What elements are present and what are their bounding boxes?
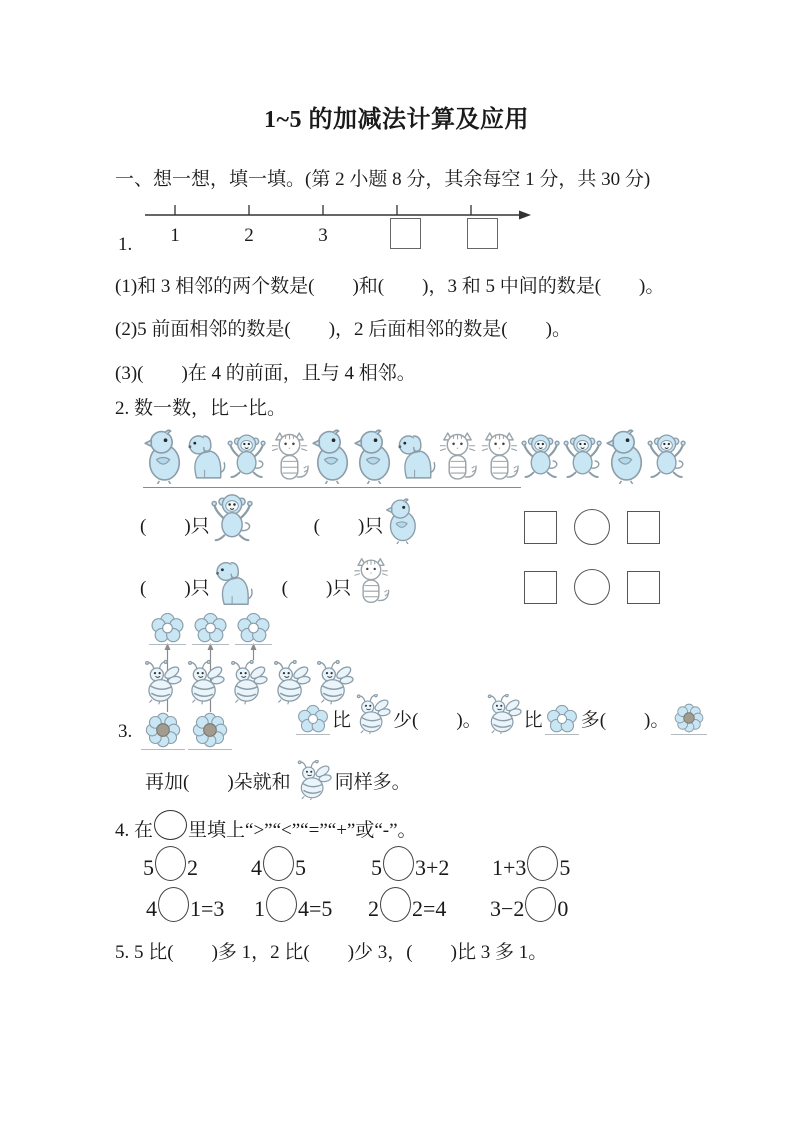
- bee-icon: [141, 659, 182, 705]
- fill-circle: [527, 846, 558, 881]
- sunflower-stand: [188, 712, 232, 750]
- sunflower-icon: [188, 712, 232, 748]
- tick-label-2: 2: [244, 225, 254, 246]
- numberline-answer-box-2: [467, 218, 498, 249]
- bee-icon: [294, 760, 332, 800]
- diagram-sunflowers-row: [141, 712, 232, 750]
- flower-icon: [545, 705, 579, 733]
- monkey-icon: [210, 492, 256, 544]
- q1-line-1: (1)和 3 相邻的两个数是( )和( )，3 和 5 中间的数是( )。: [115, 276, 665, 297]
- q4-heading-pre: 4. 在: [115, 820, 154, 841]
- q3-text-s2: 少( )。: [393, 710, 482, 731]
- equation-3: 5 3+2: [371, 846, 449, 881]
- q3-line2-post: 同样多。: [334, 771, 411, 793]
- bee-icon: [184, 659, 225, 705]
- bee-icon: [353, 694, 391, 734]
- dog-icon: [210, 560, 256, 606]
- flower-stand: [192, 613, 229, 645]
- equation-4: 1+3 5: [492, 846, 570, 881]
- cat-icon: [479, 429, 520, 484]
- equation-8: 3−2 0: [490, 887, 568, 922]
- compare-circle: [574, 509, 610, 545]
- answer-square: [627, 511, 660, 544]
- fill-circle: [263, 846, 294, 881]
- q3-sentence-1: [296, 694, 707, 735]
- q4-heading-post: 里填上“>”“<”“=”“+”或“-”。: [188, 820, 417, 841]
- tick-label-3: 3: [318, 225, 328, 246]
- count-blank: ( )只: [313, 516, 384, 537]
- section1-heading: 一、想一想，填一填。(第 2 小题 8 分，其余每空 1 分，共 30 分): [115, 169, 651, 190]
- page-title: 1~5 的加减法计算及应用: [264, 107, 529, 133]
- bee-inline: [484, 694, 522, 735]
- cat-icon: [437, 429, 478, 484]
- flower-stand: [545, 705, 579, 735]
- sunflower-stand: [671, 703, 707, 735]
- count-row1-animal2: [383, 498, 421, 544]
- flower-icon: [235, 613, 272, 643]
- q5-text: 5. 5 比( )多 1，2 比( )少 3，( )比 3 多 1。: [115, 942, 548, 963]
- q3-text-s4: 多( )。: [580, 710, 670, 731]
- q3-number: 3.: [118, 721, 133, 742]
- flower-stand: [235, 613, 272, 645]
- monkey-icon: [227, 429, 268, 484]
- fill-circle: [154, 810, 187, 840]
- cat-icon: [351, 556, 391, 606]
- equation-6: 1 4=5: [254, 887, 332, 922]
- equation-7: 2 2=4: [368, 887, 446, 922]
- compare-shapes-row-1: [524, 509, 660, 545]
- dog-icon: [185, 429, 226, 484]
- compare-shapes-row-2: [524, 569, 660, 605]
- q3-text-s3: 比: [523, 710, 543, 731]
- fill-circle: [266, 887, 297, 922]
- flower-icon: [296, 705, 330, 733]
- q1-number: 1.: [118, 234, 133, 255]
- answer-square: [524, 571, 557, 604]
- sunflower-stand: [141, 712, 185, 750]
- bee-icon: [227, 659, 268, 705]
- animal-strip: [143, 429, 688, 484]
- flower-icon: [149, 613, 186, 643]
- tick-label-1: 1: [170, 225, 180, 246]
- compare-circle: [574, 569, 610, 605]
- monkey-icon: [521, 429, 562, 484]
- count-row1-animal1: [210, 492, 256, 544]
- count-blank: ( )只: [140, 516, 210, 537]
- numberline-answer-box-1: [390, 218, 421, 249]
- bee-inline: [353, 694, 391, 735]
- q3-line2-pre: 再加( )朵就和: [145, 771, 291, 793]
- sunflower-icon: [141, 712, 185, 748]
- chick-icon: [311, 429, 352, 484]
- fill-circle: [383, 846, 414, 881]
- sunflower-icon: [671, 703, 707, 733]
- answer-square: [627, 571, 660, 604]
- flower-stand: [296, 705, 330, 735]
- q3-sentence-2: [145, 760, 411, 800]
- flower-stand: [149, 613, 186, 645]
- chick-icon: [143, 429, 184, 484]
- bee-inline: [291, 760, 335, 800]
- chick-icon: [353, 429, 394, 484]
- equation-2: 4 5: [251, 846, 306, 881]
- q1-line-2: (2)5 前面相邻的数是( )，2 后面相邻的数是( )。: [115, 319, 571, 340]
- monkey-icon: [647, 429, 688, 484]
- animal-strip-baseline: [143, 487, 521, 488]
- q1-line-3: (3)( )在 4 的前面，且与 4 相邻。: [115, 363, 416, 384]
- count-blank: ( )只: [281, 578, 352, 599]
- count-row2-animal2: [351, 556, 391, 606]
- chick-icon: [605, 429, 646, 484]
- count-row-1: [140, 492, 421, 544]
- count-row2-animal1: [210, 560, 256, 606]
- bee-icon: [484, 694, 522, 734]
- fill-circle: [158, 887, 189, 922]
- fill-circle: [525, 887, 556, 922]
- count-row-2: [140, 556, 391, 606]
- fill-circle: [380, 887, 411, 922]
- chick-icon: [383, 498, 421, 544]
- diagram-flowers-row: [149, 613, 272, 645]
- cat-icon: [269, 429, 310, 484]
- answer-square: [524, 511, 557, 544]
- equation-5: 4 1=3: [146, 887, 224, 922]
- monkey-icon: [563, 429, 604, 484]
- flower-icon: [192, 613, 229, 643]
- dog-icon: [395, 429, 436, 484]
- equation-1: 5 2: [143, 846, 198, 881]
- count-blank: ( )只: [140, 578, 210, 599]
- fill-circle: [155, 846, 186, 881]
- q2-heading: 2. 数一数，比一比。: [115, 398, 287, 419]
- q3-text-s1: 比: [332, 710, 352, 731]
- q4-heading: [115, 810, 417, 844]
